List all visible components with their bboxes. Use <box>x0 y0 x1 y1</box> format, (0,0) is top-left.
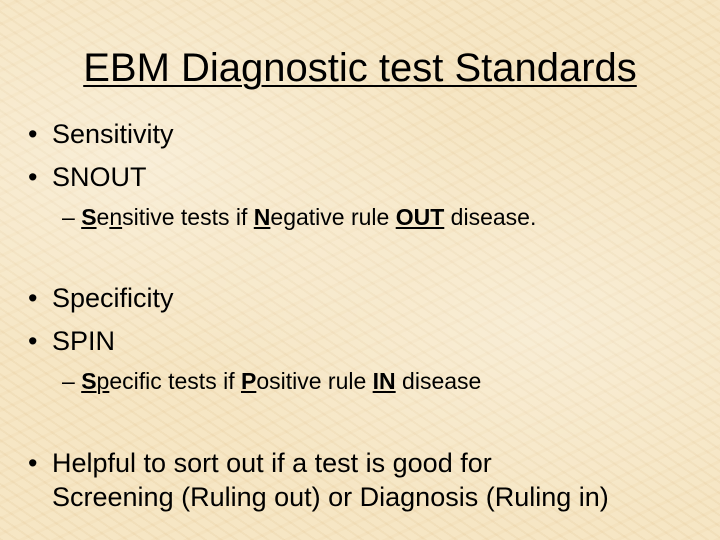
bullet-specificity <box>28 281 174 315</box>
bullet-text: Specificity <box>52 283 174 313</box>
bullet-marker: • <box>28 448 38 478</box>
bullet-spin <box>28 324 115 358</box>
bullet-sensitivity <box>28 117 174 151</box>
letter-p: p <box>96 368 110 394</box>
sub-bullet-spin <box>62 366 481 396</box>
letter-n: n <box>109 204 123 230</box>
letter-n-negative: N <box>253 204 271 230</box>
bullet-text: SPIN <box>52 326 116 356</box>
dash: – <box>62 204 82 230</box>
bullet-snout <box>28 160 147 194</box>
bullet-marker: • <box>28 119 38 149</box>
bullet-text-line1: Helpful to sort out if a test is good for <box>52 448 492 478</box>
letter-p-positive: P <box>240 368 257 394</box>
bullet-marker: • <box>28 162 38 192</box>
word-in: IN <box>372 368 396 394</box>
text: egative rule <box>270 204 396 230</box>
letter-s: S <box>81 204 97 230</box>
text: disease. <box>444 204 537 230</box>
text: disease <box>395 368 482 394</box>
bullet-marker: • <box>28 326 38 356</box>
text: ecific tests if <box>109 368 241 394</box>
bullet-text-line2: Screening (Ruling out) or Diagnosis (Ruling in) <box>52 482 609 512</box>
sub-bullet-snout <box>62 202 536 232</box>
dash: – <box>62 368 82 394</box>
bullet-text: Sensitivity <box>52 119 174 149</box>
bullet-helpful <box>28 446 609 514</box>
slide-title-text: EBM Diagnostic test Standards <box>83 46 637 90</box>
word-out: OUT <box>395 204 445 230</box>
text: sitive tests if <box>122 204 254 230</box>
bullet-marker: • <box>28 283 38 313</box>
slide-title <box>0 44 720 92</box>
bullet-text: SNOUT <box>52 162 147 192</box>
text: e <box>96 204 110 230</box>
text: ositive rule <box>256 368 373 394</box>
letter-s: S <box>81 368 97 394</box>
